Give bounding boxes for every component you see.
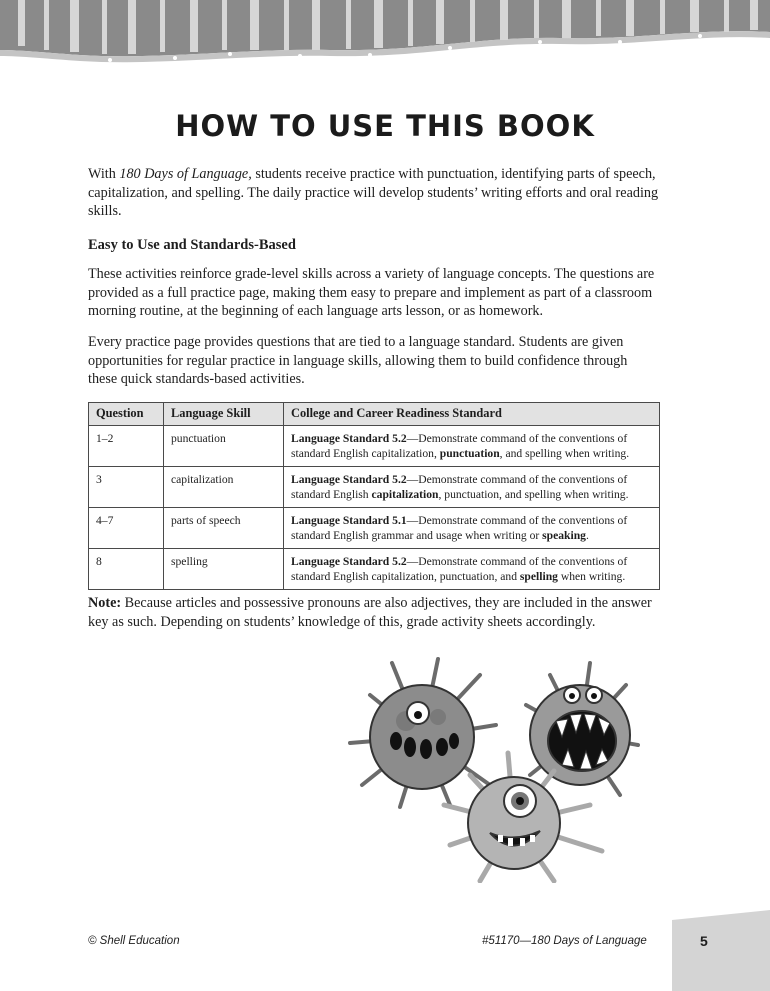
standard-emphasis: speaking (542, 529, 586, 542)
header-skill: Language Skill (164, 403, 284, 426)
standard-text-end: , and spelling when writing. (499, 447, 630, 460)
header-question: Question (89, 403, 164, 426)
standard-text: —Demonstrate command of the conventions of standard English grammar and usage when writing or (291, 514, 628, 542)
cell-skill: parts of speech (164, 508, 284, 549)
standard-name: Language Standard 5.2 (291, 555, 407, 568)
book-title: 180 Days of Language, (119, 166, 252, 182)
intro-rest: students receive practice with punctuation, identifying parts of speech, capitalization, and spelling. The daily practice will develop students’ writing efforts and oral reading skills. (88, 166, 659, 219)
footer-copyright: © Shell Education (88, 935, 180, 947)
cell-skill: capitalization (164, 467, 284, 508)
section-heading: Easy to Use and Standards-Based (88, 237, 296, 253)
standard-text-end: . (585, 529, 589, 542)
standard-text-end: when writing. (557, 570, 626, 583)
cell-question: 3 (89, 467, 164, 508)
standard-emphasis: spelling (519, 570, 558, 583)
cell-skill: punctuation (164, 426, 284, 467)
page-number: 5 (700, 933, 708, 949)
cell-question: 4–7 (89, 508, 164, 549)
note-label: Note: (88, 595, 122, 611)
page-title: HOW TO USE THIS BOOK (175, 109, 595, 143)
cell-question: 1–2 (89, 426, 164, 467)
standard-emphasis: capitalization (371, 488, 439, 501)
intro-lead: With (88, 166, 120, 182)
header-standard: College and Career Readiness Standard (284, 403, 660, 426)
standard-name: Language Standard 5.2 (291, 473, 407, 486)
standard-text: —Demonstrate command of the conventions of standard English (291, 473, 628, 501)
standard-name: Language Standard 5.1 (291, 514, 407, 527)
activities-paragraph: These activities reinforce grade-level skills across a variety of language concepts. The questions are provided as a full practice page, making them easy to prepare and implement as part of a classroom morning routine, at the beginning of each language arts lesson, or as homework. (88, 266, 655, 319)
standard-text-end: , punctuation, and spelling when writing. (438, 488, 629, 501)
note-text: Because articles and possessive pronouns are also adjectives, they are included in the answer key as such. Depending on students’ knowledge of this, grade activity sheets accordingly. (88, 595, 652, 630)
standard-emphasis: punctuation (439, 447, 500, 460)
standard-text: —Demonstrate command of the conventions of standard English capitalization, (291, 432, 628, 460)
standards-paragraph: Every practice page provides questions that are tied to a language standard. Students are given opportunities for regular practice in language skills, allowing them to build confidence through these quick standards-based activities. (88, 334, 628, 387)
standard-text: —Demonstrate command of the conventions of standard English capitalization, punctuation, and (291, 555, 628, 583)
cell-question: 8 (89, 549, 164, 590)
footer-book-title: #51170—180 Days of Language (482, 935, 647, 947)
cell-skill: spelling (164, 549, 284, 590)
standard-name: Language Standard 5.2 (291, 432, 407, 445)
